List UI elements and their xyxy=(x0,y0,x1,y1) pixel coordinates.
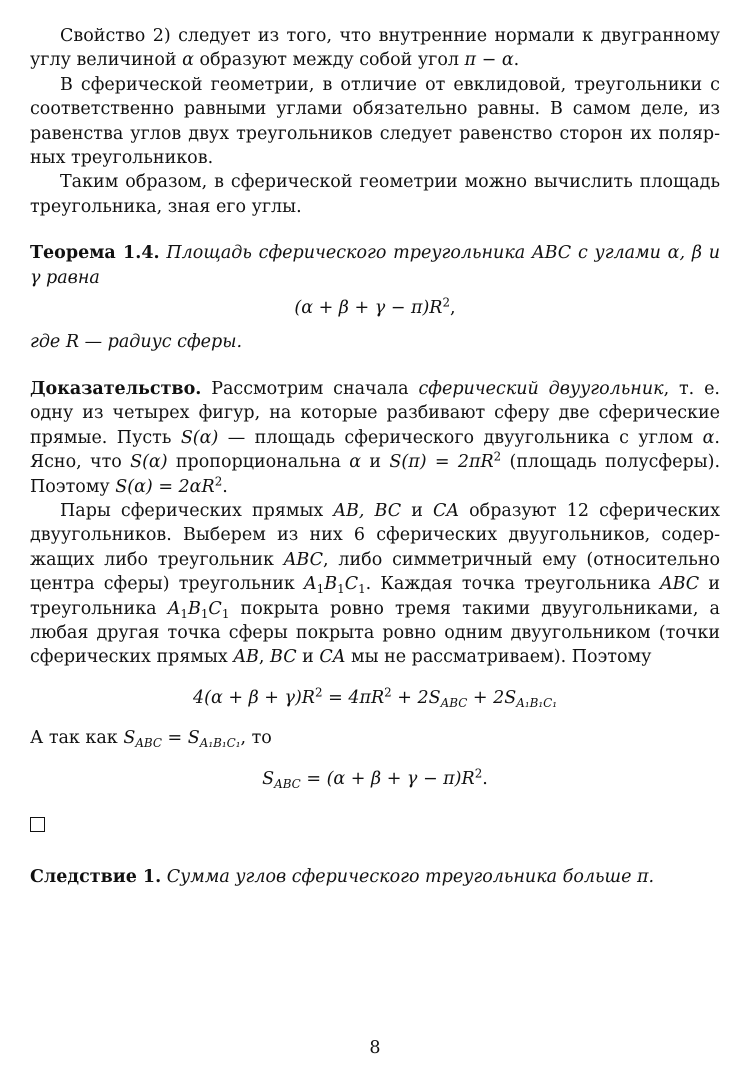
corollary-label: Следствие 1. xyxy=(30,867,162,888)
page-number: 8 xyxy=(369,1038,381,1058)
paragraph-spherical-geometry: В сферической геометрии, в отличие от евклидовой, треугольники с соответственно равными углами обязательно равны. В самом деле, из равенства углов двух треугольников следует равенство сторон их полярных треугольников. xyxy=(30,74,720,169)
proof-label: Доказательство. xyxy=(30,378,202,399)
corollary-1 xyxy=(30,865,720,889)
theorem-formula: $(\alpha + \beta + \gamma - \pi)R^2$, xyxy=(294,295,456,319)
page-body xyxy=(30,24,720,890)
paragraph-property-2: Свойство 2) следует из того, что внутренние нормали к двугранному углу величиной α образуют между собой угол π − α. xyxy=(30,26,720,71)
paragraph-lunes: Пары сферических прямых AB, BC и CA образуют 12 сферических двуугольников. Выберем из них 6 сферических двуугольников, содержащих либо треугольник ABC, либо симметричный ему (относительно центра сферы) треугольник $A_1B_1C_1$. Каждая точка треугольника ABC и треугольника $A_1B_1C_1$ покрыта ровно тремя такими двуугольниками, а любая другая точка сферы покрыта ровно одним двуугольником (точки сферических прямых AB, BC и CA мы не рассматриваем). Поэтому xyxy=(30,500,720,668)
equation-area-sum: $4(\alpha + \beta + \gamma)R^2 = 4\pi R^2 + 2S_{ABC} + 2S_{A_1B_1C_1}$ xyxy=(193,685,557,710)
theorem-1-4 xyxy=(30,241,720,290)
theorem-label: Теорема 1.4. xyxy=(30,243,160,264)
paragraph-since-equal: А так как $S_{ABC} = S_{A_1B_1C_1}$, то xyxy=(30,728,272,751)
paragraph-area-by-angles: Таким образом, в сферической геометрии можно вычислить площадь треугольника, зная его углы. xyxy=(30,172,720,217)
corollary-text: Сумма углов сферического треугольника больше π. xyxy=(161,867,655,888)
theorem-after: где R — радиус сферы. xyxy=(30,332,243,353)
equation-final-area: $S_{ABC} = (\alpha + \beta + \gamma - \pi)R^2$. xyxy=(262,766,488,791)
proof-paragraph: Доказательство. Рассмотрим сначала сферический двуугольник, т. е. одну из четырех фигур, на которые разбивают сферу две сферические прямые. Пусть S(α) — площадь сферического двуугольника с углом α. Ясно, что S(α) пропорциональна α и $S(\pi) = 2\pi R^2$ (площадь полусферы). Поэтому $S(\alpha) = 2\alpha R^2$. xyxy=(30,378,721,497)
theorem-statement: Площадь сферического треугольника ABC с углами α, β и γ равна xyxy=(30,243,720,288)
qed-box xyxy=(30,817,45,832)
